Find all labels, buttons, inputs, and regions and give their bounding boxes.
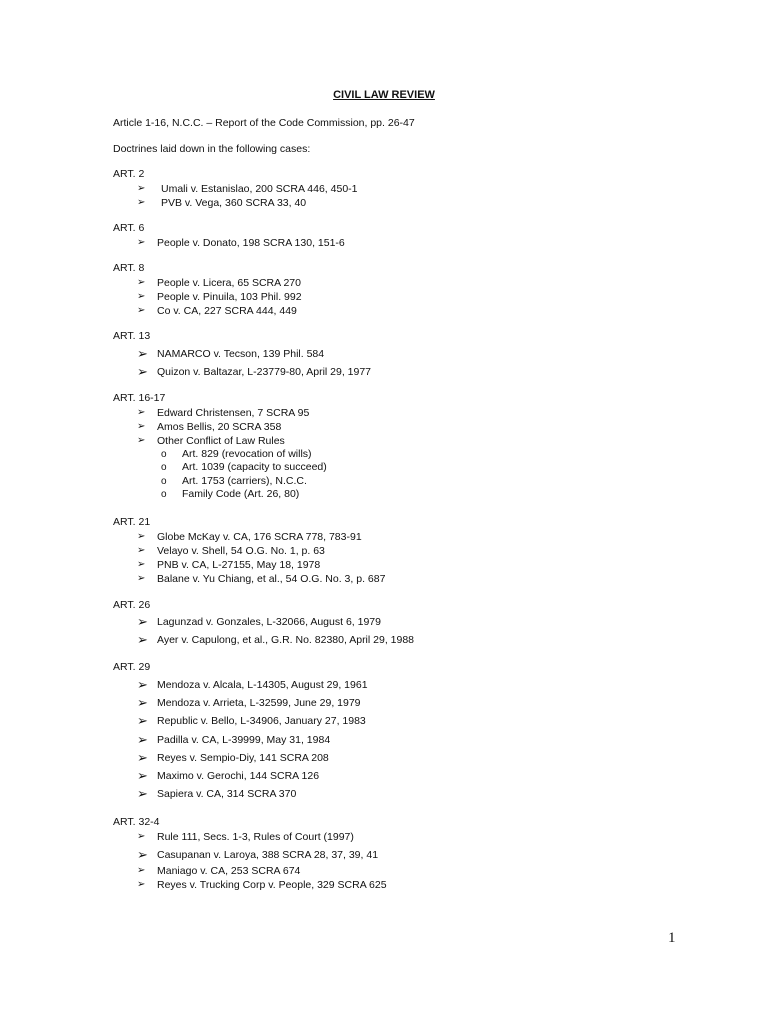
list-item: ➢ Maximo v. Gerochi, 144 SCRA 126	[137, 767, 368, 785]
list-item: ➢ Umali v. Estanislao, 200 SCRA 446, 450-1	[137, 183, 358, 195]
doctrines-line: Doctrines laid down in the following cases:	[113, 143, 311, 155]
arrow-bullet-icon: ➢	[137, 197, 146, 208]
list-item: ➢ Co v. CA, 227 SCRA 444, 449	[137, 305, 297, 317]
case-list	[137, 530, 385, 586]
sub-list-item: o Family Code (Art. 26, 80)	[161, 488, 300, 501]
arrow-bullet-icon: ➢	[137, 695, 148, 711]
list-item: ➢ NAMARCO v. Tecson, 139 Phil. 584	[137, 345, 371, 363]
list-item: ➢ PVB v. Vega, 360 SCRA 33, 40	[137, 197, 307, 209]
case-list	[137, 276, 302, 318]
arrow-bullet-icon: ➢	[137, 865, 146, 876]
list-item: ➢ Ayer v. Capulong, et al., G.R. No. 82380, April 29, 1988	[137, 631, 414, 649]
arrow-bullet-icon: ➢	[137, 559, 146, 570]
arrow-bullet-icon: ➢	[137, 183, 146, 194]
arrow-bullet-icon: ➢	[137, 277, 146, 288]
list-item: ➢ Lagunzad v. Gonzales, L-32066, August 6, 1979	[137, 613, 414, 631]
list-item: ➢ People v. Licera, 65 SCRA 270	[137, 277, 301, 289]
arrow-bullet-icon: ➢	[137, 237, 146, 248]
arrow-bullet-icon: ➢	[137, 407, 146, 418]
circle-bullet-icon: o	[161, 449, 167, 460]
arrow-bullet-icon: ➢	[137, 305, 146, 316]
list-item: ➢ Reyes v. Trucking Corp v. People, 329 SCRA 625	[137, 879, 387, 891]
list-item: ➢ Casupanan v. Laroya, 388 SCRA 28, 37, 39, 41	[137, 847, 379, 862]
arrow-bullet-icon: ➢	[137, 749, 148, 765]
case-list	[137, 613, 414, 649]
art-heading: ART. 6	[113, 222, 145, 234]
arrow-bullet-icon: ➢	[137, 831, 146, 842]
case-list	[137, 345, 371, 381]
arrow-bullet-icon: ➢	[137, 879, 146, 890]
list-item: ➢ People v. Donato, 198 SCRA 130, 151-6	[137, 237, 345, 249]
list-item: ➢ Mendoza v. Arrieta, L-32599, June 29, 1979	[137, 694, 368, 712]
arrow-bullet-icon: ➢	[137, 632, 148, 648]
list-item: ➢ Reyes v. Sempio-Diy, 141 SCRA 208	[137, 749, 368, 767]
arrow-bullet-icon: ➢	[137, 531, 146, 542]
intro-line: Article 1-16, N.C.C. – Report of the Code Commission, pp. 26-47	[113, 117, 415, 129]
arrow-bullet-icon: ➢	[137, 291, 146, 302]
arrow-bullet-icon: ➢	[137, 421, 146, 432]
list-item: ➢ Rule 111, Secs. 1-3, Rules of Court (1997)	[137, 831, 354, 843]
sub-list-item: o Art. 829 (revocation of wills)	[161, 448, 312, 460]
arrow-bullet-icon: ➢	[137, 847, 148, 862]
art-heading: ART. 2	[113, 168, 145, 180]
art-heading: ART. 13	[113, 330, 151, 342]
list-item: ➢ Globe McKay v. CA, 176 SCRA 778, 783-91	[137, 531, 362, 543]
arrow-bullet-icon: ➢	[137, 786, 148, 802]
page-number: 1	[668, 930, 676, 946]
art-heading: ART. 32-4	[113, 816, 160, 828]
art-heading: ART. 21	[113, 516, 151, 528]
case-list	[137, 830, 387, 892]
list-item: ➢ Edward Christensen, 7 SCRA 95	[137, 407, 310, 419]
arrow-bullet-icon: ➢	[137, 713, 148, 729]
list-item: ➢ Mendoza v. Alcala, L-14305, August 29, 1961	[137, 676, 368, 694]
sub-list	[161, 448, 327, 502]
list-item: ➢ Padilla v. CA, L-39999, May 31, 1984	[137, 731, 368, 749]
list-item: ➢ Amos Bellis, 20 SCRA 358	[137, 421, 282, 433]
list-item: ➢ Sapiera v. CA, 314 SCRA 370	[137, 785, 368, 803]
arrow-bullet-icon: ➢	[137, 573, 146, 584]
arrow-bullet-icon: ➢	[137, 767, 148, 783]
list-item: ➢ Balane v. Yu Chiang, et al., 54 O.G. No. 3, p. 687	[137, 573, 386, 585]
case-list	[137, 406, 309, 448]
arrow-bullet-icon: ➢	[137, 614, 148, 629]
list-item: ➢ Quizon v. Baltazar, L-23779-80, April 29, 1977	[137, 363, 371, 381]
list-item: ➢ Velayo v. Shell, 54 O.G. No. 1, p. 63	[137, 545, 325, 557]
arrow-bullet-icon: ➢	[137, 731, 148, 747]
circle-bullet-icon: o	[161, 462, 167, 474]
case-list	[137, 236, 345, 250]
arrow-bullet-icon: ➢	[137, 545, 146, 556]
circle-bullet-icon: o	[161, 489, 167, 501]
arrow-bullet-icon: ➢	[137, 364, 148, 380]
arrow-bullet-icon: ➢	[137, 677, 148, 692]
list-item: ➢ Republic v. Bello, L-34906, January 27, 1983	[137, 712, 368, 730]
art-heading: ART. 8	[113, 262, 145, 274]
list-item: ➢ Other Conflict of Law Rules	[137, 435, 285, 447]
circle-bullet-icon: o	[161, 475, 167, 487]
case-list	[137, 182, 358, 210]
sub-list-item: o Art. 1753 (carriers), N.C.C.	[161, 474, 307, 487]
list-item: ➢ Maniago v. CA, 253 SCRA 674	[137, 865, 301, 877]
case-list	[137, 676, 368, 803]
document-title: CIVIL LAW REVIEW	[333, 89, 435, 101]
art-heading: ART. 29	[113, 661, 151, 673]
sub-list-item: o Art. 1039 (capacity to succeed)	[161, 461, 327, 474]
arrow-bullet-icon: ➢	[137, 435, 146, 446]
list-item: ➢ People v. Pinuila, 103 Phil. 992	[137, 291, 302, 303]
arrow-bullet-icon: ➢	[137, 346, 148, 361]
art-heading: ART. 26	[113, 599, 151, 611]
art-heading: ART. 16-17	[113, 392, 166, 404]
list-item: ➢ PNB v. CA, L-27155, May 18, 1978	[137, 559, 321, 571]
